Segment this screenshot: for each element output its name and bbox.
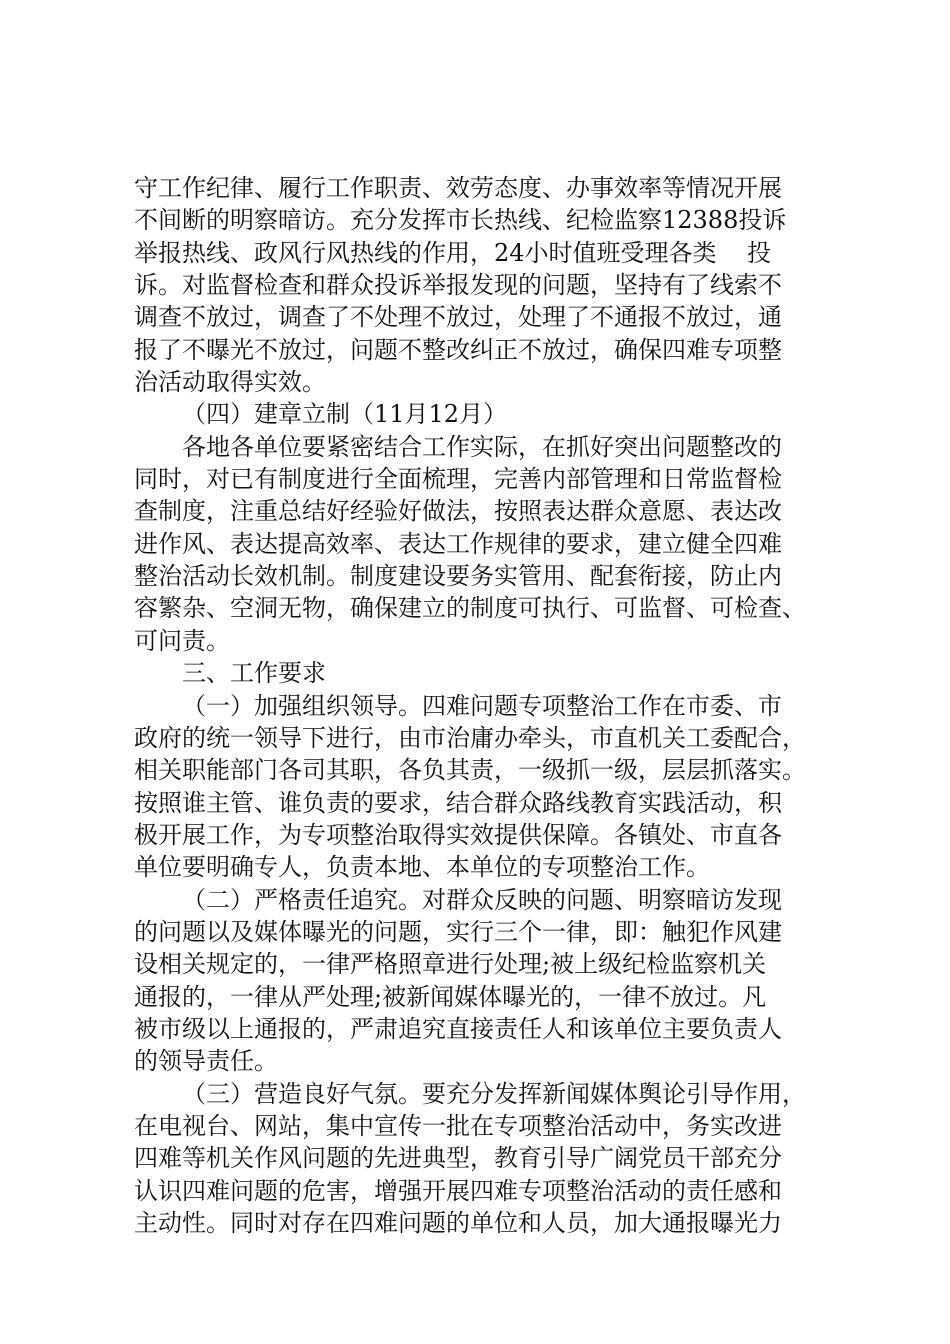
text-line: 可问责。	[134, 626, 230, 655]
text-line: 在电视台、网站，集中宣传一批在专项整治活动中，务实改进	[134, 1111, 782, 1140]
text-line: 极开展工作，为专项整治取得实效提供保障。各镇处、市直各	[134, 820, 782, 849]
text-line: 治活动取得实效。	[134, 368, 326, 397]
text-line: 四难等机关作风问题的先进典型，教育引导广阔党员干部充分	[134, 1144, 782, 1173]
text-line: 的问题以及媒体曝光的问题，实行三个一律，即：触犯作风建	[134, 917, 782, 946]
text-line: 同时，对已有制度进行全面梳理，完善内部管理和日常监督检	[134, 465, 782, 494]
text-line: 政府的统一领导下进行，由市治庸办牵头，市直机关工委配合，	[134, 723, 806, 752]
section-heading: （四）建章立制（11月12月）	[182, 400, 508, 429]
text-line: 被市级以上通报的，严肃追究直接责任人和该单位主要负责人	[134, 1014, 782, 1043]
text-line: 的领导责任。	[134, 1047, 278, 1076]
text-line: 相关职能部门各司其职，各负其责，一级抓一级，层层抓落实。	[134, 756, 806, 785]
text-line: 整治活动长效机制。制度建设要务实管用、配套衔接，防止内	[134, 562, 782, 591]
text-line: 守工作纪律、履行工作职责、效劳态度、办事效率等情况开展	[134, 174, 782, 202]
section-heading: 三、工作要求	[182, 659, 326, 688]
text-line: 调查不放过，调查了不处理不放过，处理了不通报不放过，通	[134, 303, 782, 332]
text-line: （一）加强组织领导。四难问题专项整治工作在市委、市	[182, 691, 782, 720]
text-line: 诉。对监督检查和群众投诉举报发现的问题，坚持有了线索不	[134, 271, 782, 300]
body-text	[134, 172, 834, 1239]
text-line: （二）严格责任追究。对群众反映的问题、明察暗访发现	[182, 885, 782, 914]
text-line: 不间断的明察暗访。充分发挥市长热线、纪检监察12388投诉	[134, 206, 787, 235]
text-line: 各地各单位要紧密结合工作实际，在抓好突出问题整改的	[182, 432, 782, 461]
text-line: 设相关规定的，一律严格照章进行处理;被上级纪检监察机关	[134, 950, 767, 979]
text-line: 进作风、表达提高效率、表达工作规律的要求，建立健全四难	[134, 529, 782, 558]
text-line: 单位要明确专人，负责本地、本单位的专项整治工作。	[134, 853, 710, 882]
text-line: （三）营造良好气氛。要充分发挥新闻媒体舆论引导作用，	[182, 1079, 806, 1108]
text-line: 查制度，注重总结好经验好做法，按照表达群众意愿、表达改	[134, 497, 782, 526]
text-line: 认识四难问题的危害，增强开展四难专项整治活动的责任感和	[134, 1176, 782, 1205]
text-line: 主动性。同时对存在四难问题的单位和人员，加大通报曝光力	[134, 1209, 782, 1237]
text-line: 容繁杂、空洞无物，确保建立的制度可执行、可监督、可检查、	[134, 594, 806, 623]
text-line: 按照谁主管、谁负责的要求，结合群众路线教育实践活动，积	[134, 788, 782, 817]
text-line: 通报的，一律从严处理;被新闻媒体曝光的，一律不放过。凡	[134, 982, 767, 1011]
text-line: 举报热线、政风行风热线的作用，24小时值班受理各类 投	[134, 238, 772, 267]
text-line: 报了不曝光不放过，问题不整改纠正不放过，确保四难专项整	[134, 335, 782, 364]
